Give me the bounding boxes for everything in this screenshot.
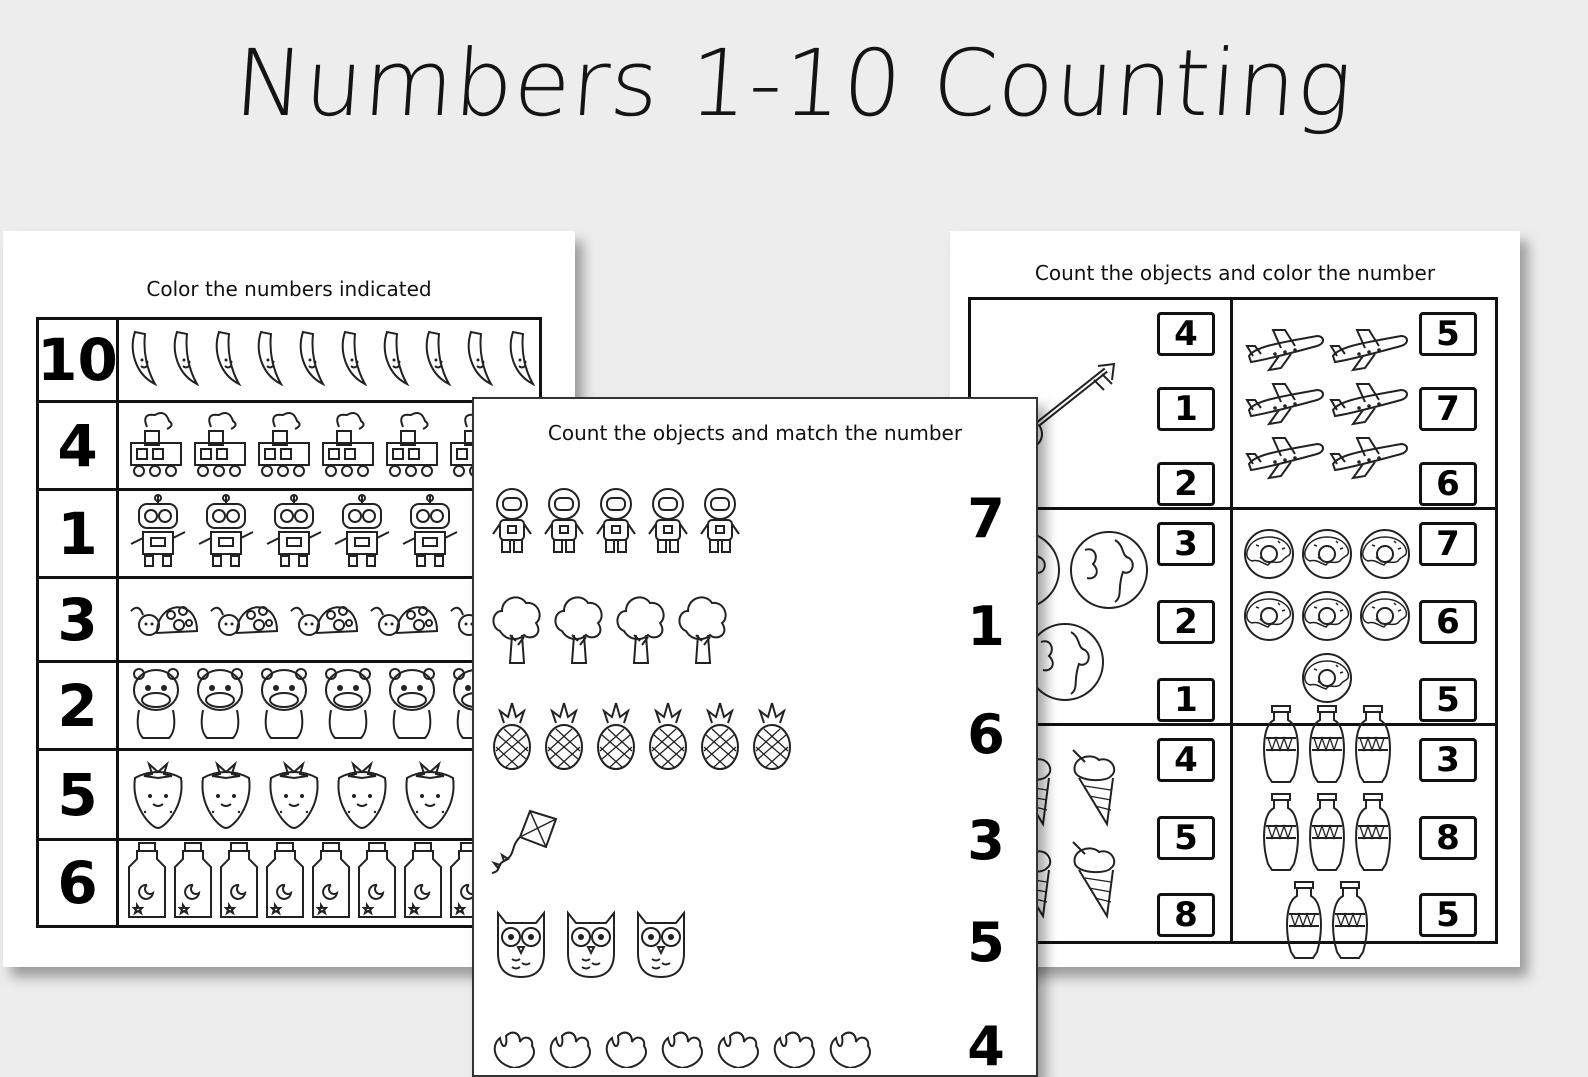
tree-icon	[676, 591, 730, 669]
pineapple-icon	[490, 701, 534, 775]
robot-icon	[331, 494, 393, 574]
number-row	[39, 663, 539, 751]
cell-pictures	[1241, 518, 1413, 718]
hippo-icon	[383, 664, 441, 748]
strawberry-icon	[127, 756, 189, 834]
number-option-box[interactable]: 4	[1157, 312, 1215, 356]
hippo-icon	[319, 664, 377, 748]
ice-cream-icon	[1067, 836, 1127, 924]
match-number[interactable]: 1	[967, 595, 1005, 658]
number-option-box[interactable]: 7	[1419, 387, 1477, 431]
strawberry-icon	[399, 756, 461, 834]
number-option-box[interactable]: 3	[1419, 738, 1477, 782]
banana-icon	[421, 326, 457, 394]
worksheet-title: Count the objects and color the number	[1034, 261, 1436, 285]
earth-icon	[1067, 528, 1151, 616]
vase-icon	[1329, 880, 1371, 964]
banana-icon	[211, 326, 247, 394]
jar-icon	[311, 841, 351, 925]
match-number[interactable]: 5	[967, 911, 1005, 974]
vase-icon	[1352, 704, 1394, 788]
jar-icon	[403, 841, 443, 925]
banana-icon	[127, 326, 163, 394]
count-cell	[1233, 300, 1495, 510]
leaf-icon	[770, 1028, 818, 1072]
row-number: 6	[39, 841, 119, 925]
number-option-box[interactable]: 8	[1419, 816, 1477, 860]
number-row	[39, 491, 539, 579]
page-title: Numbers 1-10 Counting	[231, 30, 1357, 137]
astronaut-icon	[646, 486, 690, 558]
jar-icon	[127, 841, 167, 925]
match-number[interactable]: 4	[967, 1015, 1005, 1077]
tree-icon	[490, 591, 544, 669]
row-number: 4	[39, 403, 119, 488]
donut-icon	[1242, 589, 1296, 647]
leaf-icon	[546, 1028, 594, 1072]
hippo-icon	[255, 664, 313, 748]
number-row	[39, 403, 539, 491]
jar-icon	[357, 841, 397, 925]
vase-icon	[1283, 880, 1325, 964]
owl-icon	[560, 907, 622, 985]
train-icon	[191, 409, 249, 483]
donut-icon	[1358, 527, 1412, 585]
train-icon	[383, 409, 441, 483]
ladybug-icon	[367, 591, 441, 649]
match-number[interactable]: 3	[967, 809, 1005, 872]
number-row	[39, 579, 539, 663]
cell-pictures	[1241, 734, 1413, 933]
tree-icon	[614, 591, 668, 669]
hippo-icon	[191, 664, 249, 748]
count-row	[490, 1011, 874, 1077]
pineapple-icon	[750, 701, 794, 775]
airplane-icon	[1329, 380, 1409, 430]
number-row	[39, 751, 539, 841]
donut-icon	[1358, 589, 1412, 647]
banana-icon	[379, 326, 415, 394]
number-row	[39, 841, 539, 925]
banana-icon	[505, 326, 541, 394]
count-grid	[968, 297, 1498, 944]
number-option-box[interactable]: 5	[1157, 816, 1215, 860]
count-row	[490, 699, 794, 777]
count-row	[490, 907, 692, 985]
astronaut-icon	[490, 486, 534, 558]
number-option-box[interactable]: 7	[1419, 522, 1477, 566]
ladybug-icon	[287, 591, 361, 649]
donut-icon	[1300, 651, 1354, 709]
number-option-box[interactable]: 4	[1157, 738, 1215, 782]
number-option-box[interactable]: 6	[1419, 462, 1477, 506]
vase-icon	[1352, 792, 1394, 876]
jar-icon	[173, 841, 213, 925]
count-row	[490, 805, 560, 883]
number-option-box[interactable]: 5	[1419, 678, 1477, 722]
row-number: 2	[39, 663, 119, 748]
hippo-icon	[127, 664, 185, 748]
pineapple-icon	[594, 701, 638, 775]
vase-icon	[1260, 792, 1302, 876]
strawberry-icon	[331, 756, 393, 834]
donut-icon	[1242, 527, 1296, 585]
count-row	[490, 591, 730, 669]
train-icon	[127, 409, 185, 483]
count-cell	[1233, 510, 1495, 726]
number-option-box[interactable]: 8	[1157, 893, 1215, 937]
airplane-icon	[1329, 326, 1409, 376]
row-number: 1	[39, 491, 119, 576]
airplane-icon	[1245, 326, 1325, 376]
number-grid	[36, 317, 542, 928]
leaf-icon	[602, 1028, 650, 1072]
count-cell	[1233, 726, 1495, 941]
number-option-box[interactable]: 5	[1419, 312, 1477, 356]
robot-icon	[127, 494, 189, 574]
vase-icon	[1306, 704, 1348, 788]
train-icon	[255, 409, 313, 483]
pineapple-icon	[698, 701, 742, 775]
donut-icon	[1300, 589, 1354, 647]
train-icon	[319, 409, 377, 483]
row-number: 3	[39, 579, 119, 660]
pineapple-icon	[542, 701, 586, 775]
number-option-box[interactable]: 1	[1157, 678, 1215, 722]
worksheet-title: Color the numbers indicated	[146, 277, 432, 301]
airplane-icon	[1245, 434, 1325, 484]
row-pictures	[127, 324, 539, 396]
number-option-box[interactable]: 3	[1157, 522, 1215, 566]
leaf-icon	[714, 1028, 762, 1072]
row-number: 5	[39, 751, 119, 838]
robot-icon	[263, 494, 325, 574]
donut-icon	[1300, 527, 1354, 585]
number-option-box[interactable]: 5	[1419, 893, 1477, 937]
vase-icon	[1260, 704, 1302, 788]
astronaut-icon	[594, 486, 638, 558]
pineapple-icon	[646, 701, 690, 775]
worksheet-count-match	[472, 397, 1038, 1077]
banana-icon	[169, 326, 205, 394]
kite-icon	[490, 807, 560, 881]
astronaut-icon	[542, 486, 586, 558]
airplane-icon	[1245, 380, 1325, 430]
worksheet-title: Count the objects and match the number	[547, 421, 963, 445]
owl-icon	[490, 907, 552, 985]
banana-icon	[463, 326, 499, 394]
ladybug-icon	[207, 591, 281, 649]
match-number[interactable]: 6	[967, 703, 1005, 766]
banana-icon	[253, 326, 289, 394]
robot-icon	[195, 494, 257, 574]
owl-icon	[630, 907, 692, 985]
banana-icon	[337, 326, 373, 394]
ladybug-icon	[127, 591, 201, 649]
cell-pictures	[1241, 308, 1413, 502]
jar-icon	[219, 841, 259, 925]
match-number[interactable]: 7	[967, 487, 1005, 550]
airplane-icon	[1329, 434, 1409, 484]
strawberry-icon	[263, 756, 325, 834]
vase-icon	[1306, 792, 1348, 876]
tree-icon	[552, 591, 606, 669]
leaf-icon	[826, 1028, 874, 1072]
leaf-icon	[490, 1028, 538, 1072]
number-option-box[interactable]: 1	[1157, 387, 1215, 431]
leaf-icon	[658, 1028, 706, 1072]
strawberry-icon	[195, 756, 257, 834]
number-option-box[interactable]: 6	[1419, 600, 1477, 644]
astronaut-icon	[698, 486, 742, 558]
row-number: 10	[39, 320, 119, 400]
number-option-box[interactable]: 2	[1157, 462, 1215, 506]
jar-icon	[265, 841, 305, 925]
banana-icon	[295, 326, 331, 394]
count-row	[490, 483, 742, 561]
ice-cream-icon	[1067, 744, 1127, 832]
robot-icon	[399, 494, 461, 574]
number-option-box[interactable]: 2	[1157, 600, 1215, 644]
number-row	[39, 320, 539, 403]
